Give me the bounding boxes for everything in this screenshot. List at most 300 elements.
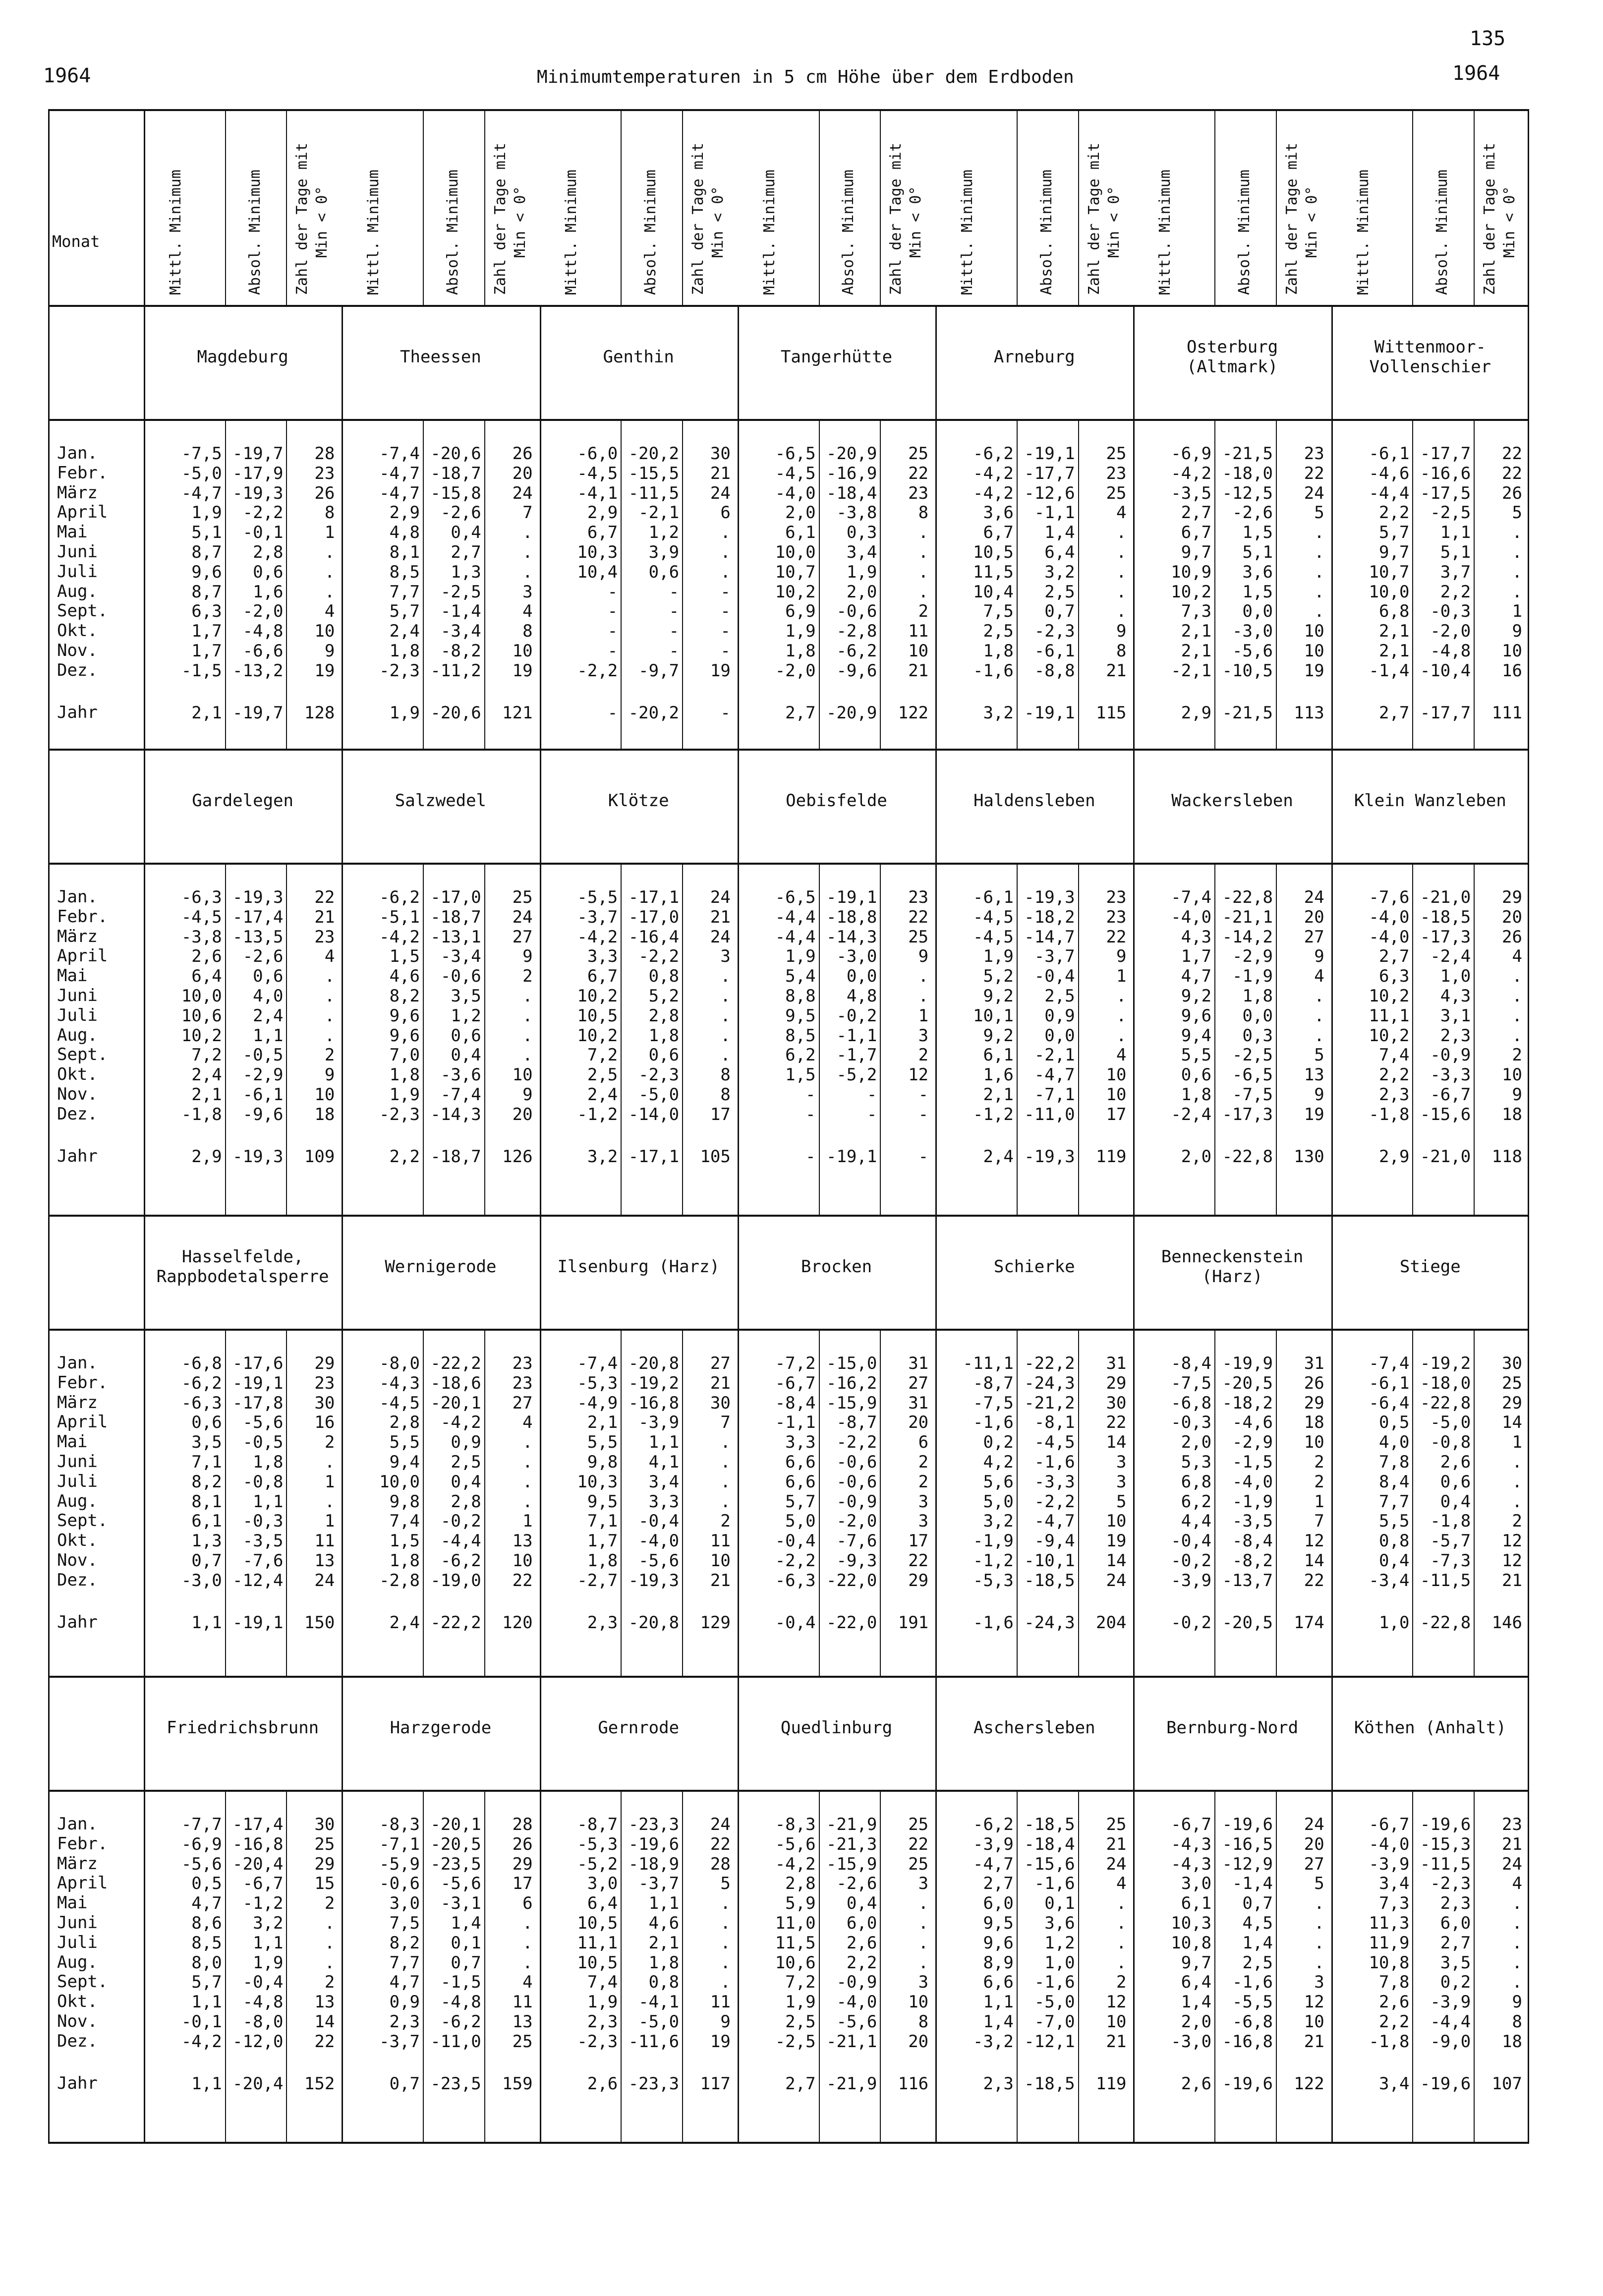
table-cell: 23 — [1106, 887, 1127, 907]
table-cell: 5 — [1116, 1491, 1127, 1512]
table-cell: -17,0 — [628, 907, 680, 927]
table-cell: 10,2 — [1369, 986, 1410, 1006]
table-cell: 2,2 — [1379, 1065, 1410, 1085]
table-cell: 3,1 — [1440, 1005, 1471, 1026]
table-cell: 8,6 — [191, 1913, 222, 1933]
table-cell: -5,1 — [379, 907, 420, 927]
table-cell: 23 — [1502, 1815, 1522, 1834]
table-cell: 8 — [918, 2012, 929, 2032]
data-col-sep — [225, 1790, 226, 2142]
table-cell: 2,1 — [1379, 621, 1410, 642]
table-cell: 2,7 — [451, 542, 481, 562]
year-cell: 116 — [898, 2073, 929, 2094]
table-cell: -6,2 — [379, 887, 420, 907]
table-cell: 3,3 — [587, 946, 618, 967]
table-cell: 6,3 — [1379, 966, 1410, 987]
table-cell: 3 — [1314, 1972, 1324, 1993]
station-name: Gardelegen — [192, 791, 293, 811]
header-mittl-minimum: Mittl. Minimum — [1354, 170, 1372, 295]
year-cell: 2,6 — [587, 2073, 618, 2094]
station-name-border — [48, 419, 1529, 421]
table-cell: -4,1 — [577, 483, 618, 503]
table-cell: 1,7 — [587, 1531, 618, 1551]
table-cell: -18,0 — [1420, 1373, 1471, 1393]
table-cell: . — [324, 1933, 335, 1953]
data-col-sep — [621, 1329, 622, 1676]
data-col-sep — [1412, 419, 1413, 749]
year-cell: -19,3 — [232, 1146, 284, 1167]
table-cell: 11 — [710, 1992, 731, 2012]
table-cell: 26 — [512, 1834, 533, 1854]
table-cell: -2,0 — [775, 660, 816, 681]
table-cell: -4,0 — [836, 1992, 877, 2012]
table-cell: -6,2 — [440, 2012, 481, 2032]
table-cell: 10,4 — [577, 562, 618, 582]
table-cell: 1 — [324, 1511, 335, 1531]
station-separator — [935, 749, 937, 1215]
table-cell: 21 — [908, 660, 929, 681]
header-zahl-tage: Zahl der Tage mit — [689, 142, 707, 295]
table-cell: 29 — [314, 1354, 335, 1373]
table-cell: 9 — [1116, 621, 1127, 642]
table-cell: 4,3 — [1440, 986, 1471, 1006]
table-cell: 29 — [1502, 887, 1522, 907]
table-cell: 1,5 — [389, 946, 420, 967]
table-cell: -4,4 — [1430, 2012, 1471, 2032]
table-cell: 3 — [1116, 1452, 1127, 1472]
table-cell: -6,1 — [1034, 641, 1075, 661]
year-cell: -19,7 — [232, 703, 284, 723]
data-col-sep — [621, 863, 622, 1215]
table-cell: -4,2 — [577, 927, 618, 947]
table-cell: . — [918, 582, 929, 602]
year-cell: -20,2 — [628, 703, 680, 723]
table-cell: 10,6 — [775, 1952, 816, 1973]
table-cell: 10,2 — [577, 1025, 618, 1046]
table-cell: 1,9 — [983, 946, 1014, 967]
table-cell: . — [918, 1913, 929, 1933]
table-cell: -7,5 — [181, 444, 222, 464]
table-cell: -4,0 — [1369, 1834, 1410, 1854]
table-cell: 2,7 — [1440, 1933, 1471, 1953]
table-cell: 7,1 — [587, 1511, 618, 1531]
table-cell: 7,3 — [1181, 601, 1212, 622]
table-cell: 1 — [1314, 1491, 1324, 1512]
table-cell: . — [522, 986, 533, 1006]
table-cell: 10,0 — [775, 542, 816, 562]
table-cell: -18,4 — [1024, 1834, 1075, 1854]
table-cell: 2 — [1314, 1472, 1324, 1492]
station-separator — [1331, 1676, 1333, 2142]
table-cell: 4,1 — [648, 1452, 680, 1472]
table-cell: 4,6 — [389, 966, 420, 987]
table-cell: -5,6 — [242, 1413, 284, 1433]
table-cell: -16,9 — [826, 463, 877, 483]
table-cell: 0,4 — [1379, 1551, 1410, 1571]
table-cell: 1,1 — [648, 1432, 680, 1453]
table-cell: 9,8 — [389, 1491, 420, 1512]
table-cell: -19,7 — [232, 444, 284, 464]
table-cell: 2,9 — [587, 503, 618, 523]
table-cell: 23 — [1304, 444, 1324, 464]
table-cell: -0,6 — [379, 1874, 420, 1894]
table-cell: 1,4 — [1044, 523, 1075, 543]
year-cell: 118 — [1491, 1146, 1522, 1167]
data-col-sep — [682, 1790, 683, 2142]
table-cell: 29 — [1304, 1393, 1324, 1413]
table-cell: 5,7 — [1379, 523, 1410, 543]
table-cell: 25 — [1106, 444, 1127, 464]
table-cell: 1,3 — [191, 1531, 222, 1551]
table-cell: 9,5 — [785, 1005, 816, 1026]
table-cell: 1,4 — [983, 2012, 1014, 2032]
table-cell: -16,6 — [1420, 463, 1471, 483]
table-top-border — [48, 109, 1529, 111]
table-right-border — [1528, 109, 1529, 2142]
table-cell: 11 — [512, 1992, 533, 2012]
table-cell: -20,5 — [430, 1834, 481, 1854]
table-cell: 17 — [512, 1874, 533, 1894]
table-cell: 9,5 — [983, 1913, 1014, 1933]
table-cell: -1,6 — [1232, 1972, 1273, 1993]
table-cell: . — [720, 966, 731, 987]
table-cell: 2 — [324, 1432, 335, 1453]
table-cell: 2,1 — [1181, 641, 1212, 661]
table-cell: 7,3 — [1379, 1893, 1410, 1914]
table-cell: 25 — [1502, 1373, 1522, 1393]
table-cell: -3,0 — [1171, 2031, 1212, 2052]
station-separator — [738, 1215, 739, 1676]
table-cell: 0,5 — [1379, 1413, 1410, 1433]
table-cell: 3,0 — [389, 1893, 420, 1914]
table-cell: . — [1116, 1893, 1127, 1914]
table-cell: -1,7 — [836, 1045, 877, 1065]
header-col-sep — [1214, 109, 1215, 305]
table-cell: . — [720, 1491, 731, 1512]
table-cell: 12 — [1304, 1531, 1324, 1551]
table-cell: 9 — [324, 641, 335, 661]
table-cell: -2,3 — [1034, 621, 1075, 642]
station-separator — [540, 749, 541, 1215]
table-cell: 18 — [1502, 1104, 1522, 1124]
year-cell: 0,7 — [389, 2073, 420, 2094]
table-cell: 5 — [1314, 503, 1324, 523]
table-cell: 12 — [1106, 1992, 1127, 2012]
table-cell: -8,3 — [379, 1815, 420, 1834]
table-cell: . — [720, 1472, 731, 1492]
table-cell: . — [1512, 1952, 1522, 1973]
table-cell: 10 — [314, 1085, 335, 1105]
table-cell: 5,1 — [1242, 542, 1273, 562]
table-cell: 5,7 — [191, 1972, 222, 1993]
table-cell: 3,5 — [1440, 1952, 1471, 1973]
table-cell: -0,1 — [242, 523, 284, 543]
table-cell: -19,1 — [232, 1373, 284, 1393]
station-name: Bernburg-Nord — [1166, 1718, 1299, 1738]
table-cell: 5,5 — [587, 1432, 618, 1453]
table-cell: -8,0 — [379, 1354, 420, 1373]
table-cell: . — [918, 523, 929, 543]
table-cell: 23 — [908, 483, 929, 503]
header-absol-minimum: Absol. Minimum — [1037, 170, 1055, 295]
table-cell: 1,1 — [1440, 523, 1471, 543]
table-cell: 1,2 — [1044, 1933, 1075, 1953]
table-cell: 1,8 — [983, 641, 1014, 661]
station-name: Wittenmoor- Vollenschier — [1369, 337, 1491, 377]
table-cell: -5,2 — [836, 1065, 877, 1085]
table-cell: 7,4 — [389, 1511, 420, 1531]
table-cell: 22 — [908, 1834, 929, 1854]
table-cell: 5,1 — [191, 523, 222, 543]
table-cell: -11,0 — [1024, 1104, 1075, 1124]
header-zahl-tage: Zahl der Tage mit — [1481, 142, 1499, 295]
table-cell: 1,9 — [389, 1085, 420, 1105]
year-cell: 109 — [304, 1146, 335, 1167]
table-cell: 2 — [918, 601, 929, 622]
table-cell: 2,3 — [1440, 1025, 1471, 1046]
table-cell: . — [1314, 523, 1324, 543]
table-cell: 10 — [1502, 641, 1522, 661]
year-cell: -20,9 — [826, 703, 877, 723]
station-name: Gernrode — [598, 1718, 680, 1738]
table-cell: -19,3 — [628, 1570, 680, 1590]
table-cell: -11,5 — [1420, 1570, 1471, 1590]
table-cell: 11,3 — [1369, 1913, 1410, 1933]
table-cell: -3,7 — [577, 907, 618, 927]
table-cell: -16,2 — [826, 1373, 877, 1393]
data-col-sep — [1078, 1790, 1079, 2142]
table-cell: 27 — [512, 927, 533, 947]
table-cell: 6,2 — [1181, 1491, 1212, 1512]
table-cell: 9 — [1314, 946, 1324, 967]
table-cell: 10 — [512, 1065, 533, 1085]
table-cell: 9,8 — [587, 1452, 618, 1472]
table-cell: -0,3 — [242, 1511, 284, 1531]
table-cell: -6,5 — [775, 444, 816, 464]
table-cell: -14,0 — [628, 1104, 680, 1124]
table-cell: -15,6 — [1024, 1854, 1075, 1874]
table-cell: -4,2 — [181, 2031, 222, 2052]
table-cell: . — [324, 1952, 335, 1973]
table-cell: 4 — [522, 1413, 533, 1433]
table-cell: . — [720, 523, 731, 543]
table-cell: -3,9 — [638, 1413, 680, 1433]
year-cell: -23,3 — [628, 2073, 680, 2094]
data-col-sep — [484, 863, 485, 1215]
table-cell: 4,5 — [1242, 1913, 1273, 1933]
year-cell: -21,0 — [1420, 1146, 1471, 1167]
data-col-sep — [1474, 1329, 1475, 1676]
table-cell: -8,8 — [1034, 660, 1075, 681]
table-cell: - — [607, 582, 618, 602]
station-separator — [1331, 1215, 1333, 1676]
year-cell: -0,4 — [775, 1612, 816, 1633]
table-cell: . — [522, 1452, 533, 1472]
table-cell: -16,4 — [628, 927, 680, 947]
table-cell: 1,8 — [785, 641, 816, 661]
table-cell: -6,2 — [836, 641, 877, 661]
table-cell: 0,8 — [648, 966, 680, 987]
station-name: Arneburg — [993, 347, 1075, 367]
table-cell: 2 — [324, 1972, 335, 1993]
table-cell: 9 — [918, 946, 929, 967]
table-cell: -14,3 — [430, 1104, 481, 1124]
table-cell: 2,0 — [1181, 1432, 1212, 1453]
table-cell: - — [720, 582, 731, 602]
data-col-sep — [1017, 863, 1018, 1215]
station-separator — [935, 305, 937, 749]
table-cell: -2,6 — [440, 503, 481, 523]
table-cell: 22 — [1106, 927, 1127, 947]
station-separator — [1331, 749, 1333, 1215]
header-col-sep — [423, 109, 424, 305]
table-cell: 0,0 — [1242, 1005, 1273, 1026]
table-cell: 7,7 — [389, 1952, 420, 1973]
table-cell: -11,1 — [963, 1354, 1014, 1373]
table-cell: 19 — [710, 660, 731, 681]
table-cell: -13,2 — [232, 660, 284, 681]
table-cell: -2,6 — [1232, 503, 1273, 523]
table-cell: 2,5 — [1044, 582, 1075, 602]
table-cell: 1,3 — [451, 562, 481, 582]
station-name: Benneckenstein (Harz) — [1161, 1247, 1304, 1287]
table-cell: - — [805, 1104, 816, 1124]
table-cell: . — [1314, 601, 1324, 622]
table-cell: 0,6 — [648, 562, 680, 582]
table-cell: -7,1 — [379, 1834, 420, 1854]
table-cell: 3,3 — [648, 1491, 680, 1512]
table-cell: -23,3 — [628, 1815, 680, 1834]
month-labels: Jan. Febr. März April Mai Juni Juli Aug. Sept. Okt. Nov. Dez. — [57, 1814, 108, 2051]
table-cell: 30 — [1502, 1354, 1522, 1373]
table-cell: -17,3 — [1222, 1104, 1273, 1124]
table-cell: -8,4 — [1232, 1531, 1273, 1551]
table-cell: -2,4 — [1171, 1104, 1212, 1124]
table-cell: -4,4 — [775, 907, 816, 927]
table-cell: 21 — [1304, 2031, 1324, 2052]
station-name: Klötze — [608, 791, 669, 811]
table-cell: -7,4 — [1369, 1354, 1410, 1373]
table-left-border — [48, 109, 50, 2142]
header-zahl-tage: Zahl der Tage mit — [1085, 142, 1103, 295]
table-cell: -0,2 — [1171, 1551, 1212, 1571]
table-cell: . — [1314, 986, 1324, 1006]
table-cell: 19 — [512, 660, 533, 681]
table-cell: 5 — [1314, 1045, 1324, 1065]
table-cell: 3 — [918, 1511, 929, 1531]
table-cell: -19,2 — [1420, 1354, 1471, 1373]
data-col-sep — [225, 863, 226, 1215]
table-cell: 11 — [314, 1531, 335, 1551]
table-cell: 3 — [918, 1972, 929, 1993]
header-col-sep — [225, 109, 226, 305]
table-cell: 10 — [512, 1551, 533, 1571]
table-cell: -14,2 — [1222, 927, 1273, 947]
table-cell: -1,8 — [181, 1104, 222, 1124]
table-cell: 10 — [908, 1992, 929, 2012]
table-cell: -3,8 — [181, 927, 222, 947]
table-cell: 9,6 — [389, 1005, 420, 1026]
table-cell: 2,0 — [1181, 2012, 1212, 2032]
data-col-sep — [484, 1790, 485, 2142]
year-cell: 2,7 — [1379, 703, 1410, 723]
data-col-sep — [423, 1329, 424, 1676]
table-cell: -6,1 — [1369, 444, 1410, 464]
table-cell: -21,1 — [826, 2031, 877, 2052]
table-cell: . — [720, 1432, 731, 1453]
table-cell: 30 — [710, 1393, 731, 1413]
table-cell: 4,8 — [846, 986, 877, 1006]
table-cell: 30 — [314, 1393, 335, 1413]
year-cell: 126 — [502, 1146, 533, 1167]
table-cell: 21 — [1106, 660, 1127, 681]
table-cell: . — [1512, 1452, 1522, 1472]
year-cell: -17,7 — [1420, 703, 1471, 723]
table-cell: -2,0 — [836, 1511, 877, 1531]
table-cell: 1,7 — [1181, 946, 1212, 967]
table-cell: . — [1314, 542, 1324, 562]
table-cell: 24 — [314, 1570, 335, 1590]
table-cell: -2,4 — [1430, 946, 1471, 967]
data-col-sep — [880, 863, 881, 1215]
table-cell: -1,5 — [1232, 1452, 1273, 1472]
table-cell: -4,8 — [1430, 641, 1471, 661]
table-cell: -0,8 — [1430, 1432, 1471, 1453]
table-cell: 2 — [324, 1893, 335, 1914]
table-cell: 2,2 — [1379, 503, 1410, 523]
table-cell: -21,5 — [1222, 444, 1273, 464]
table-cell: -17,9 — [232, 463, 284, 483]
table-cell: -2,5 — [1232, 1045, 1273, 1065]
table-cell: . — [1512, 1972, 1522, 1993]
table-cell: 25 — [908, 1854, 929, 1874]
table-cell: 0,2 — [983, 1432, 1014, 1453]
table-cell: 2,8 — [785, 1874, 816, 1894]
table-cell: 10,2 — [775, 582, 816, 602]
table-cell: 9,2 — [983, 1025, 1014, 1046]
table-cell: -22,8 — [1420, 1393, 1471, 1413]
table-cell: -13,5 — [232, 927, 284, 947]
table-cell: -12,0 — [232, 2031, 284, 2052]
table-cell: - — [669, 582, 680, 602]
year-cell: 3,2 — [983, 703, 1014, 723]
station-name: Salzwedel — [395, 791, 487, 811]
table-cell: -2,9 — [1232, 1432, 1273, 1453]
table-cell: 10,6 — [181, 1005, 222, 1026]
table-cell: -3,4 — [440, 621, 481, 642]
table-cell: . — [720, 1952, 731, 1973]
table-cell: 2 — [918, 1045, 929, 1065]
year-cell: -18,7 — [430, 1146, 481, 1167]
table-cell: -7,3 — [1430, 1551, 1471, 1571]
table-cell: 5 — [1314, 1874, 1324, 1894]
table-cell: . — [918, 986, 929, 1006]
table-cell: 10 — [710, 1551, 731, 1571]
table-cell: 2,6 — [846, 1933, 877, 1953]
table-cell: -1,9 — [1232, 1491, 1273, 1512]
table-cell: 9 — [324, 1065, 335, 1085]
table-cell: -8,0 — [242, 2012, 284, 2032]
data-col-sep — [1078, 863, 1079, 1215]
year-cell: 3,2 — [587, 1146, 618, 1167]
station-name: Ilsenburg (Harz) — [557, 1257, 720, 1277]
table-cell: -12,9 — [1222, 1854, 1273, 1874]
table-cell: 17 — [908, 1531, 929, 1551]
table-cell: 6,4 — [587, 1893, 618, 1914]
table-cell: 2,5 — [1044, 986, 1075, 1006]
table-cell: -4,3 — [379, 1373, 420, 1393]
table-cell: 31 — [1304, 1354, 1324, 1373]
